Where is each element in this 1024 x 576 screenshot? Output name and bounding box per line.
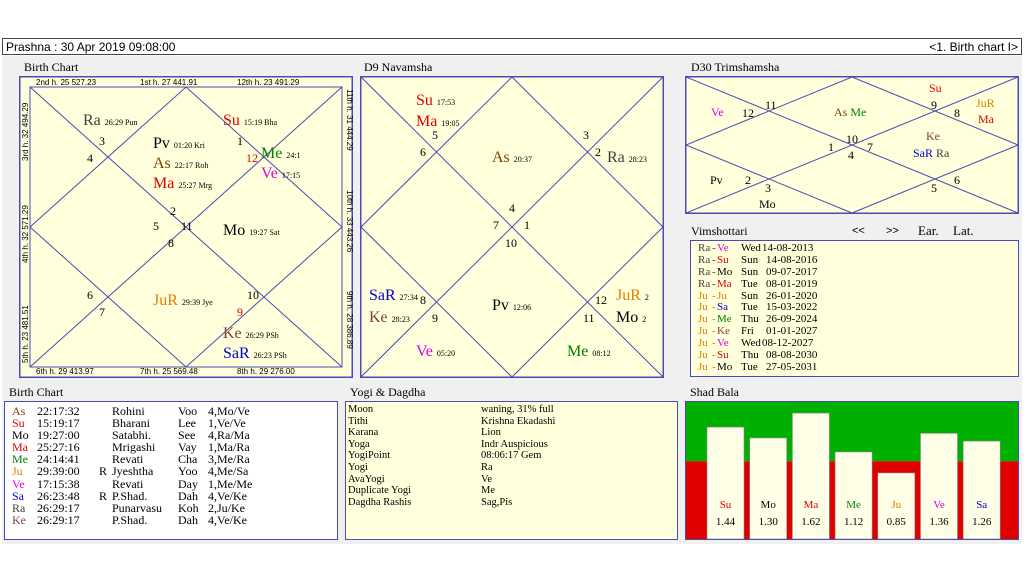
sign-number: 12 bbox=[246, 151, 258, 165]
dasha-day: Tue bbox=[741, 301, 758, 314]
planet-abbr: Ju bbox=[12, 464, 23, 479]
dasha-separator: - bbox=[712, 337, 716, 350]
vimshottari-earlier-button[interactable]: Ear. bbox=[918, 223, 939, 238]
vimshottari-list bbox=[698, 243, 1018, 374]
sign-number: 2 bbox=[170, 204, 176, 218]
antardasha-lord: Su bbox=[717, 253, 729, 266]
bar-value: 1.44 bbox=[715, 516, 736, 528]
dasha-date: 14-08-2016 bbox=[766, 253, 818, 266]
shad-bala-chart bbox=[685, 401, 1019, 540]
syllable: Dah bbox=[178, 512, 198, 527]
navamsha-grid bbox=[360, 76, 664, 378]
planet-rahu[interactable]: Ra 28:23 bbox=[607, 149, 648, 166]
sign-number: 4 bbox=[509, 201, 515, 215]
birth-table-panel bbox=[4, 401, 338, 540]
vimshottari-later-button[interactable]: Lat. bbox=[953, 223, 974, 238]
nakshatra: P.Shad. bbox=[112, 512, 148, 527]
planet-rahu[interactable]: Ra 26:29 Pun bbox=[83, 112, 138, 129]
cusp-3rd: 3rd h. 32 494.29 bbox=[21, 102, 30, 161]
pada-lords: 1,Ve/Ve bbox=[208, 416, 246, 431]
sign-number: 4 bbox=[87, 151, 93, 165]
planet-venus[interactable]: Ve 05:20 bbox=[416, 343, 456, 360]
cusp-5th: 5th h. 23 481.51 bbox=[21, 305, 30, 363]
antardasha-lord: Mo bbox=[717, 360, 733, 373]
sign-number: 1 bbox=[524, 218, 530, 232]
longitude: 15:19:17 bbox=[37, 416, 80, 431]
cusp-2nd: 2nd h. 25 527.23 bbox=[36, 78, 97, 87]
navamsha-title: D9 Navamsha bbox=[364, 60, 433, 74]
table-row[interactable] bbox=[12, 478, 337, 490]
sign-number: 3 bbox=[765, 181, 771, 195]
dasha-lord: Ju bbox=[698, 325, 708, 338]
table-row[interactable] bbox=[12, 490, 337, 502]
dasha-date: 08-12-2027 bbox=[762, 337, 814, 350]
planet-group[interactable]: As Me bbox=[834, 105, 867, 119]
antardasha-lord: Me bbox=[717, 313, 732, 326]
bar-label: Mo bbox=[760, 499, 776, 511]
planet-venus[interactable]: Ve 17:15 bbox=[261, 165, 301, 182]
planet-abbr: Ma bbox=[12, 440, 28, 455]
nakshatra: Punarvasu bbox=[112, 500, 162, 515]
yogi-key: Dagdha Rashis bbox=[348, 496, 412, 508]
sign-number: 12 bbox=[595, 293, 607, 307]
yogi-row bbox=[348, 439, 673, 451]
syllable: Vay bbox=[178, 440, 197, 455]
planet-abbr: Ra bbox=[12, 500, 26, 515]
planet-pv[interactable]: Pv 01:20 Kri bbox=[153, 135, 205, 152]
table-row[interactable] bbox=[12, 514, 337, 526]
planet-pv[interactable]: Pv 12:06 bbox=[492, 297, 532, 314]
yogi-row bbox=[348, 450, 673, 462]
dasha-day: Fri bbox=[741, 325, 754, 338]
sign-number: 8 bbox=[168, 236, 174, 250]
retrograde-flag: R bbox=[99, 488, 108, 503]
bar-label: Sa bbox=[976, 499, 988, 511]
sign-number: 11 bbox=[181, 219, 193, 233]
antardasha-lord: Mo bbox=[717, 265, 733, 278]
antardasha-lord: Sa bbox=[717, 301, 728, 314]
sign-number: 10 bbox=[247, 288, 259, 302]
sign-number: 9 bbox=[931, 98, 937, 112]
syllable: Koh bbox=[178, 500, 199, 515]
dasha-date: 26-09-2024 bbox=[766, 313, 818, 326]
planet-sun[interactable]: Su 15:19 Bha bbox=[223, 112, 278, 129]
bar-value: 1.26 bbox=[972, 516, 992, 528]
yogi-row bbox=[348, 427, 673, 439]
dasha-separator: - bbox=[712, 265, 716, 278]
yogi-value: waning, 31% full bbox=[481, 404, 554, 415]
longitude: 24:14:41 bbox=[37, 452, 80, 467]
dasha-day: Tue bbox=[741, 360, 758, 373]
nakshatra: Mrigashi bbox=[112, 440, 156, 455]
sign-number: 6 bbox=[954, 173, 960, 187]
sign-number: 5 bbox=[153, 219, 159, 233]
dasha-day: Tue bbox=[741, 277, 758, 290]
dasha-date: 01-01-2027 bbox=[766, 325, 818, 338]
dasha-separator: - bbox=[712, 313, 716, 326]
planet-saturn[interactable]: SaR 26:23 PSh bbox=[223, 345, 287, 362]
dasha-separator: - bbox=[712, 289, 716, 302]
sign-number: 11 bbox=[583, 311, 595, 325]
planet-mercury[interactable]: Me 24:1 bbox=[261, 145, 301, 162]
dasha-lord: Ra bbox=[698, 277, 711, 290]
sign-number: 9 bbox=[432, 311, 438, 325]
sign-number: 5 bbox=[931, 181, 937, 195]
nakshatra: Bharani bbox=[112, 416, 150, 431]
sign-number: 2 bbox=[595, 145, 601, 159]
yogi-value: Indr Auspicious bbox=[481, 438, 548, 450]
sign-number: 6 bbox=[87, 288, 93, 302]
planet-mercury[interactable]: Me 08:12 bbox=[567, 343, 611, 360]
birth-table-title: Birth Chart bbox=[9, 385, 64, 399]
planet-mars[interactable]: Ma 25:27 Mrg bbox=[153, 175, 213, 192]
nakshatra: P.Shad. bbox=[112, 488, 148, 503]
dasha-separator: - bbox=[712, 325, 716, 338]
dasha-separator: - bbox=[712, 253, 716, 266]
birth-table bbox=[12, 405, 337, 526]
sign-number: 7 bbox=[493, 218, 499, 232]
sign-number: 4 bbox=[848, 148, 854, 162]
dasha-lord: Ju bbox=[698, 301, 708, 314]
sign-number: 7 bbox=[867, 140, 873, 154]
planet-abbr: Sa bbox=[12, 488, 24, 503]
trimshamsha-panel bbox=[685, 76, 1019, 214]
dasha-day: Sun bbox=[741, 265, 759, 278]
dasha-row[interactable] bbox=[698, 362, 1018, 374]
dasha-lord: Ju bbox=[698, 360, 708, 373]
pada-lords: 4,Mo/Ve bbox=[208, 404, 250, 418]
sign-number: 2 bbox=[745, 173, 751, 187]
sign-number: 9 bbox=[237, 305, 243, 319]
planet-pv[interactable]: Pv bbox=[710, 173, 723, 187]
planet-saturn[interactable]: SaR 27:34 bbox=[369, 287, 418, 304]
dasha-date: 09-07-2017 bbox=[766, 265, 818, 278]
yogi-key: Duplicate Yogi bbox=[348, 485, 411, 497]
dasha-separator: - bbox=[712, 242, 716, 254]
cusp-8th: 8th h. 29 276.00 bbox=[237, 367, 295, 376]
planet-ketu[interactable]: Ke 28:23 bbox=[369, 309, 410, 326]
navamsha-panel bbox=[360, 76, 664, 378]
dasha-lord: Ra bbox=[698, 265, 711, 278]
dasha-date: 08-01-2019 bbox=[766, 277, 818, 290]
table-row[interactable] bbox=[12, 465, 337, 477]
prashna-datetime: Prashna : 30 Apr 2019 09:08:00 bbox=[6, 40, 176, 54]
dasha-row[interactable] bbox=[698, 255, 1018, 267]
syllable: See bbox=[178, 428, 196, 443]
antardasha-lord: Su bbox=[717, 349, 729, 362]
dasha-date: 15-03-2022 bbox=[766, 301, 818, 314]
planet-mars[interactable]: Ma 19:05 bbox=[416, 113, 460, 130]
yogi-list bbox=[348, 404, 673, 508]
dasha-lord: Ju bbox=[698, 313, 708, 326]
planet-abbr: Mo bbox=[12, 428, 29, 443]
planet-group[interactable]: SaR Ra bbox=[913, 146, 950, 160]
yogi-row bbox=[348, 485, 673, 497]
dasha-row[interactable] bbox=[698, 279, 1018, 291]
pada-lords: 4,Ra/Ma bbox=[208, 428, 250, 443]
dasha-lord: Ju bbox=[698, 349, 708, 362]
yogi-value: Me bbox=[481, 485, 495, 497]
shad-bala-svg bbox=[685, 401, 1019, 540]
birth-chart-title: Birth Chart bbox=[24, 60, 79, 74]
syllable: Day bbox=[178, 476, 198, 491]
vimshottari-next-button[interactable]: >> bbox=[886, 225, 899, 237]
title-bar bbox=[2, 38, 1022, 55]
yogi-key: Tithi bbox=[348, 415, 369, 427]
syllable: Dah bbox=[178, 488, 198, 503]
longitude: 26:23:48 bbox=[37, 488, 80, 503]
syllable: Voo bbox=[178, 404, 198, 418]
antardasha-lord: Ve bbox=[717, 337, 729, 350]
retrograde-flag: R bbox=[99, 464, 108, 479]
nakshatra: Revati bbox=[112, 476, 144, 491]
sign-number: 12 bbox=[742, 106, 754, 120]
yogi-value: Lion bbox=[481, 427, 501, 439]
sign-number: 10 bbox=[846, 132, 858, 146]
sign-number: 3 bbox=[99, 134, 105, 148]
yogi-key: Karana bbox=[348, 427, 379, 439]
syllable: Yoo bbox=[178, 464, 198, 479]
sign-number: 7 bbox=[99, 305, 105, 319]
bar-label: Ve bbox=[933, 499, 945, 511]
bar-label: Ju bbox=[891, 499, 902, 511]
bar-label: Me bbox=[846, 499, 861, 511]
yogi-value: Sag,Pis bbox=[481, 496, 513, 508]
longitude: 29:39:00 bbox=[37, 464, 80, 479]
dasha-lord: Ju bbox=[698, 289, 708, 302]
pada-lords: 2,Ju/Ke bbox=[208, 500, 245, 515]
antardasha-lord: Ju bbox=[717, 289, 727, 302]
planet-abbr: Me bbox=[12, 452, 28, 467]
yogi-row bbox=[348, 497, 673, 509]
planet-ascendant[interactable]: As 20:37 bbox=[492, 149, 533, 166]
vimshottari-prev-button[interactable]: << bbox=[852, 225, 865, 237]
planet-ketu[interactable]: Ke bbox=[926, 129, 940, 143]
dasha-separator: - bbox=[712, 277, 716, 290]
planet-abbr: Ve bbox=[12, 476, 25, 491]
longitude: 22:17:32 bbox=[37, 404, 80, 418]
nakshatra: Rohini bbox=[112, 404, 145, 418]
dasha-lord: Ra bbox=[698, 242, 711, 254]
yogi-key: AvaYogi bbox=[348, 473, 385, 485]
syllable: Cha bbox=[178, 452, 198, 467]
bar-label: Su bbox=[719, 499, 732, 511]
planet-abbr: As bbox=[12, 404, 26, 418]
antardasha-lord: Ve bbox=[717, 242, 729, 254]
yogi-value: Ra bbox=[481, 461, 493, 473]
cusp-6th: 6th h. 29 413.97 bbox=[36, 367, 94, 376]
dasha-day: Sun bbox=[741, 289, 759, 302]
bar-value: 1.62 bbox=[801, 516, 821, 528]
sign-number: 1 bbox=[237, 134, 243, 148]
dasha-day: Thu bbox=[741, 313, 759, 326]
bar-value: 1.12 bbox=[843, 516, 864, 528]
antardasha-lord: Ke bbox=[717, 325, 730, 338]
pada-lords: 4,Ve/Ke bbox=[208, 512, 247, 527]
vimshottari-title: Vimshottari bbox=[691, 224, 748, 238]
cusp-1st: 1st h. 27 441.91 bbox=[140, 78, 198, 87]
planet-jupiter[interactable]: JuR bbox=[976, 96, 995, 110]
sign-number: 11 bbox=[765, 98, 777, 112]
cusp-9th: 9th h. 28 386.89 bbox=[345, 291, 354, 349]
cusp-10th: 10th h. 33 443.26 bbox=[345, 190, 354, 253]
planet-abbr: Ke bbox=[12, 512, 26, 527]
pada-lords: 3,Me/Ra bbox=[208, 452, 250, 467]
planet-mars[interactable]: Ma bbox=[978, 112, 994, 126]
sign-number: 10 bbox=[505, 236, 517, 250]
shad-bala-title: Shad Bala bbox=[690, 385, 739, 399]
dasha-lord: Ra bbox=[698, 253, 711, 266]
trimshamsha-title: D30 Trimshamsha bbox=[691, 60, 780, 74]
sign-number: 1 bbox=[828, 140, 834, 154]
sign-number: 8 bbox=[420, 293, 426, 307]
yogi-title: Yogi & Dagdha bbox=[350, 385, 426, 399]
nakshatra: Jyeshtha bbox=[112, 464, 154, 479]
yogi-value: Ve bbox=[481, 473, 493, 485]
sign-number: 6 bbox=[420, 145, 426, 159]
pada-lords: 1,Ma/Ra bbox=[208, 440, 250, 455]
cusp-11th: 11th h. 31 444.29 bbox=[345, 89, 354, 151]
planet-moon[interactable]: Mo 19:27 Sat bbox=[223, 222, 280, 239]
dasha-date: 27-05-2031 bbox=[766, 360, 818, 373]
sign-number: 3 bbox=[583, 128, 589, 142]
nakshatra: Satabhi. bbox=[112, 428, 151, 443]
yogi-value: Krishna Ekadashi bbox=[481, 415, 556, 427]
dasha-date: 26-01-2020 bbox=[766, 289, 818, 302]
longitude: 26:29:17 bbox=[37, 500, 80, 515]
bar-value: 0.85 bbox=[886, 516, 906, 528]
cusp-7th: 7th h. 25 569.48 bbox=[140, 367, 198, 376]
cusp-4th: 4th h. 32 571.29 bbox=[21, 205, 30, 263]
dasha-row[interactable] bbox=[698, 267, 1018, 279]
sign-number: 8 bbox=[954, 106, 960, 120]
dasha-date: 08-08-2030 bbox=[766, 349, 818, 362]
planet-moon[interactable]: Mo bbox=[759, 197, 776, 211]
yogi-panel bbox=[345, 401, 678, 540]
bar-value: 1.30 bbox=[758, 516, 778, 528]
bar-value: 1.36 bbox=[929, 516, 949, 528]
yogi-value: 08:06:17 Gem bbox=[481, 450, 542, 462]
birth-chart-panel bbox=[19, 76, 353, 378]
dasha-day: Wed bbox=[741, 337, 761, 350]
bar-label: Ma bbox=[803, 499, 819, 511]
dasha-day: Wed bbox=[741, 242, 761, 254]
yogi-key: Moon bbox=[348, 404, 374, 415]
yogi-row bbox=[348, 404, 673, 416]
longitude: 19:27:00 bbox=[37, 428, 80, 443]
pada-lords: 1,Me/Me bbox=[208, 476, 253, 491]
dasha-separator: - bbox=[712, 360, 716, 373]
longitude: 26:29:17 bbox=[37, 512, 80, 527]
pada-lords: 4,Me/Sa bbox=[208, 464, 249, 479]
vimshottari-panel bbox=[690, 240, 1019, 377]
dasha-date: 14-08-2013 bbox=[762, 242, 814, 254]
yogi-row bbox=[348, 462, 673, 474]
planet-sun[interactable]: Su bbox=[929, 81, 942, 95]
pada-lords: 4,Ve/Ke bbox=[208, 488, 247, 503]
planet-ketu[interactable]: Ke 26:29 PSh bbox=[223, 325, 279, 342]
planet-jupiter[interactable]: JuR 2 bbox=[616, 287, 649, 304]
planet-venus[interactable]: Ve bbox=[711, 105, 724, 119]
yogi-row bbox=[348, 474, 673, 486]
yogi-key: YogiPoint bbox=[348, 450, 391, 462]
planet-moon[interactable]: Mo 2 bbox=[616, 309, 647, 326]
chart-selector-button[interactable]: <1. Birth chart I> bbox=[929, 40, 1018, 54]
dasha-day: Sun bbox=[741, 253, 759, 266]
dasha-lord: Ju bbox=[698, 337, 708, 350]
planet-ascendant[interactable]: As 22:17 Roh bbox=[153, 155, 209, 172]
cusp-12th: 12th h. 23 491.29 bbox=[237, 78, 300, 87]
planet-sun[interactable]: Su 17:53 bbox=[416, 92, 456, 109]
longitude: 25:27:16 bbox=[37, 440, 80, 455]
yogi-row bbox=[348, 416, 673, 428]
dasha-separator: - bbox=[712, 301, 716, 314]
yogi-key: Yoga bbox=[348, 438, 370, 450]
nakshatra: Revati bbox=[112, 452, 144, 467]
syllable: Lee bbox=[178, 416, 196, 431]
sign-number: 5 bbox=[432, 128, 438, 142]
longitude: 17:15:38 bbox=[37, 476, 80, 491]
yogi-key: Yogi bbox=[348, 461, 368, 473]
antardasha-lord: Ma bbox=[717, 277, 732, 290]
dasha-day: Thu bbox=[741, 349, 759, 362]
planet-jupiter[interactable]: JuR 29:39 Jye bbox=[153, 292, 213, 309]
dasha-separator: - bbox=[712, 349, 716, 362]
planet-abbr: Su bbox=[12, 416, 25, 431]
